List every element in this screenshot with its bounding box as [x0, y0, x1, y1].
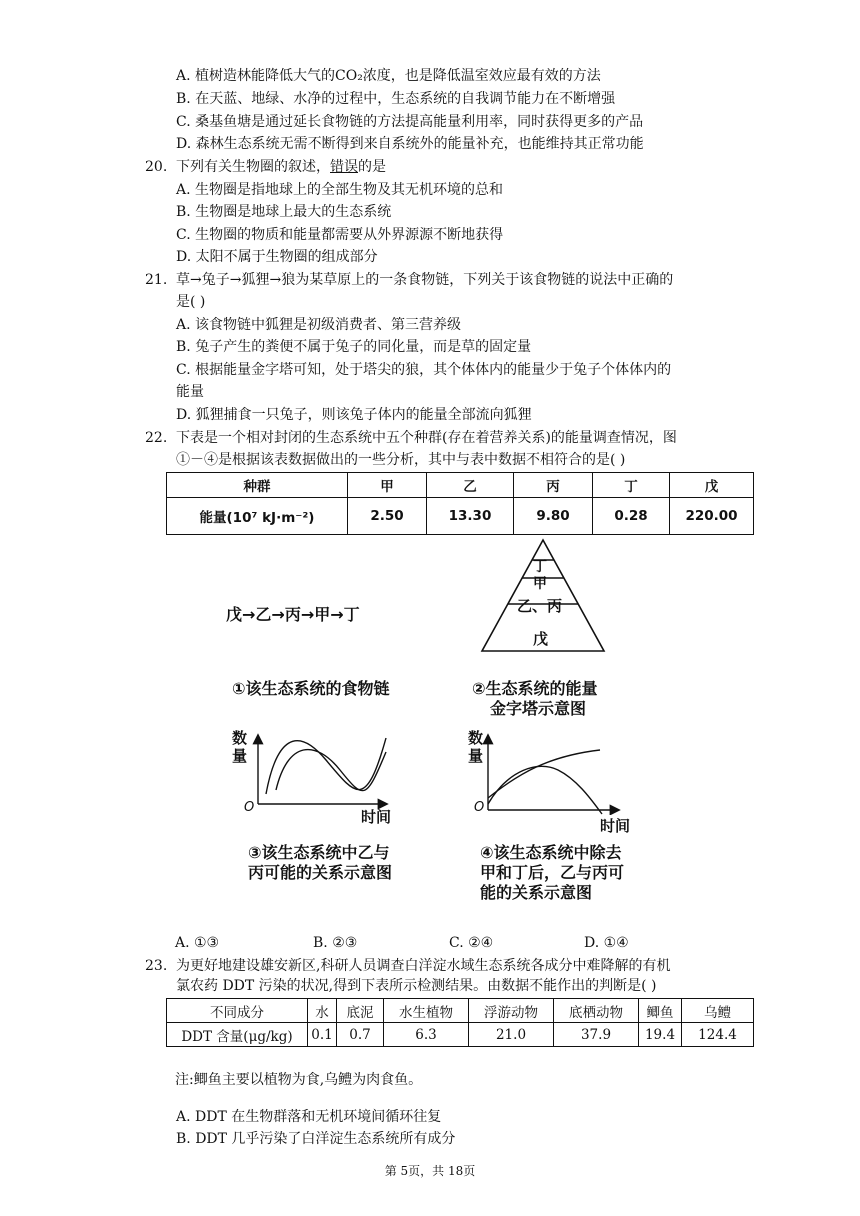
fig3-caption-line2: 丙可能的关系示意图 — [248, 863, 393, 882]
table-header: 戊 — [670, 473, 754, 498]
q20-number: 20. — [145, 159, 168, 175]
q22-option-b: B. ②③ — [313, 935, 358, 951]
fig2-caption-line2: 金字塔示意图 — [490, 699, 587, 718]
q23-option-a: A. DDT 在生物群落和无机环境间循环往复 — [176, 1109, 442, 1125]
table-cell: 220.00 — [670, 498, 754, 535]
fig4-caption-line2: 甲和丁后，乙与丙可 — [480, 863, 625, 882]
q20-stem: 下列有关生物圈的叙述，错误的是 — [176, 159, 386, 175]
table-header: 底泥 — [337, 999, 384, 1023]
table-cell: 6.3 — [384, 1023, 469, 1047]
table-cell: 9.80 — [514, 498, 593, 535]
q22-option-c: C. ②④ — [449, 935, 494, 951]
fig1-food-chain: 戊→乙→丙→甲→丁 — [226, 605, 360, 624]
pyramid-level-3: 乙、丙 — [517, 597, 563, 615]
q19-option-b: B. 在天蓝、地绿、水净的过程中，生态系统的自我调节能力在不断增强 — [176, 91, 616, 107]
fig4-ylabel-1: 数 — [468, 729, 484, 747]
q20-stem-emphasis: 错误 — [330, 159, 358, 175]
pyramid-level-4: 戊 — [533, 630, 549, 648]
table-header: 浮游动物 — [469, 999, 554, 1023]
fig4-ylabel-2: 量 — [468, 747, 484, 765]
fig3-xlabel: 时间 — [361, 808, 392, 826]
fig4-xlabel: 时间 — [600, 817, 631, 835]
fig4-graph — [468, 730, 628, 815]
q21-stem-line2: 是( ) — [176, 294, 206, 310]
table-cell: 0.1 — [308, 1023, 337, 1047]
table-row-label: DDT 含量(μg/kg) — [167, 1023, 308, 1047]
table-header: 水生植物 — [384, 999, 469, 1023]
fig4-origin: O — [474, 800, 485, 815]
table-cell: 124.4 — [682, 1023, 754, 1047]
table-cell: 19.4 — [639, 1023, 682, 1047]
fig4-caption-line3: 能的关系示意图 — [480, 883, 593, 902]
q22-stem-line1: 下表是一个相对封闭的生态系统中五个种群(存在着营养关系)的能量调查情况，图 — [176, 430, 677, 446]
table-header: 甲 — [348, 473, 427, 498]
q21-option-b: B. 兔子产生的粪便不属于兔子的同化量，而是草的固定量 — [176, 339, 532, 355]
table-cell: 13.30 — [427, 498, 514, 535]
table-header: 丙 — [514, 473, 593, 498]
q21-stem-line1: 草→兔子→狐狸→狼为某草原上的一条食物链，下列关于该食物链的说法中正确的 — [176, 272, 674, 288]
q21-option-c: C. 根据能量金字塔可知，处于塔尖的狼，其个体体内的能量少于兔子个体体内的 — [176, 362, 672, 378]
q19-option-d: D. 森林生态系统无需不断得到来自系统外的能量补充，也能维持其正常功能 — [176, 136, 644, 152]
q21-option-d: D. 狐狸捕食一只兔子，则该兔子体内的能量全部流向狐狸 — [176, 407, 532, 423]
page-footer: 第 5页，共 18页 — [384, 1164, 476, 1178]
table-cell: 0.28 — [593, 498, 670, 535]
q20-option-c: C. 生物圈的物质和能量都需要从外界源源不断地获得 — [176, 227, 504, 243]
q23-note: 注:鲫鱼主要以植物为食,乌鳢为肉食鱼。 — [175, 1072, 423, 1088]
fig3-ylabel-1: 数 — [232, 729, 248, 747]
table-cell: 2.50 — [348, 498, 427, 535]
table-cell: 0.7 — [337, 1023, 384, 1047]
fig1-caption: ①该生态系统的食物链 — [232, 679, 390, 698]
q23-number: 23. — [145, 958, 168, 974]
q19-option-a: A. 植树造林能降低大气的CO₂浓度，也是降低温室效应最有效的方法 — [176, 68, 601, 84]
q20-option-b: B. 生物圈是地球上最大的生态系统 — [176, 204, 392, 220]
table-cell: 21.0 — [469, 1023, 554, 1047]
population-energy-table — [166, 472, 754, 535]
table-header: 乌鳢 — [682, 999, 754, 1023]
q22-stem-line2: ①－④是根据该表数据做出的一些分析，其中与表中数据不相符合的是( ) — [176, 452, 626, 468]
pyramid-level-1: 丁 — [533, 559, 547, 575]
table-header: 水 — [308, 999, 337, 1023]
q21-option-c-cont: 能量 — [176, 384, 204, 400]
q23-stem-line1: 为更好地建设雄安新区,科研人员调查白洋淀水域生态系统各成分中难降解的有机 — [176, 958, 671, 974]
fig2-caption-line1: ②生态系统的能量 — [472, 679, 598, 698]
q23-stem-line2: 氯农药 DDT 污染的状况,得到下表所示检测结果。由数据不能作出的判断是( ) — [176, 978, 657, 994]
pyramid-level-2: 甲 — [533, 576, 547, 592]
ddt-table — [166, 998, 754, 1047]
fig3-caption-line1: ③该生态系统中乙与 — [248, 843, 390, 862]
q23-option-b: B. DDT 几乎污染了白洋淀生态系统所有成分 — [176, 1131, 456, 1147]
table-row-label: 能量(10⁷ kJ·m⁻²) — [167, 498, 348, 535]
q21-number: 21. — [145, 272, 168, 288]
table-cell: 37.9 — [554, 1023, 639, 1047]
table-header: 不同成分 — [167, 999, 308, 1023]
table-header: 鲫鱼 — [639, 999, 682, 1023]
table-header: 底栖动物 — [554, 999, 639, 1023]
fig4-caption-line1: ④该生态系统中除去 — [480, 843, 622, 862]
q20-option-a: A. 生物圈是指地球上的全部生物及其无机环境的总和 — [176, 182, 504, 198]
fig3-ylabel-2: 量 — [232, 747, 248, 765]
table-header: 乙 — [427, 473, 514, 498]
table-header: 丁 — [593, 473, 670, 498]
q22-number: 22. — [145, 430, 168, 446]
q20-option-d: D. 太阳不属于生物圈的组成部分 — [176, 249, 378, 265]
q22-option-a: A. ①③ — [175, 935, 220, 951]
fig3-origin: O — [244, 800, 255, 815]
q21-option-a: A. 该食物链中狐狸是初级消费者、第三营养级 — [176, 317, 462, 333]
fig3-graph — [236, 730, 396, 810]
table-header: 种群 — [167, 473, 348, 498]
q19-option-c: C. 桑基鱼塘是通过延长食物链的方法提高能量利用率，同时获得更多的产品 — [176, 114, 644, 130]
q22-option-d: D. ①④ — [584, 935, 629, 951]
